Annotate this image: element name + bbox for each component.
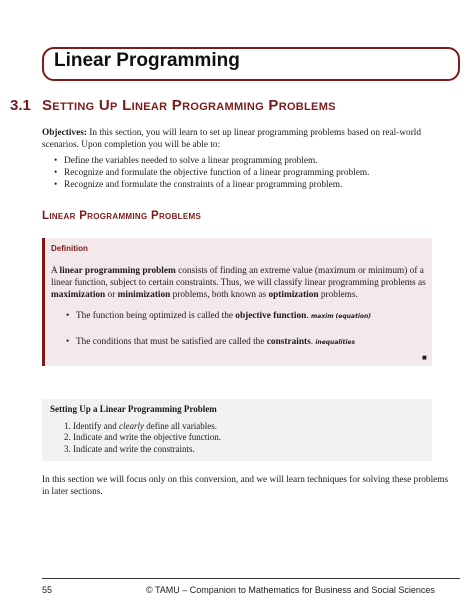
list-item <box>66 310 426 323</box>
steps-title: Setting Up a Linear Programming Problem <box>50 404 217 414</box>
text-run: Identify and <box>73 421 119 431</box>
step-number: 1. <box>64 421 71 431</box>
chapter-title: Linear Programming <box>54 50 240 71</box>
text-run: The conditions that must be satisfied are called the <box>76 337 267 347</box>
step-number: 2. <box>64 432 71 443</box>
list-item: • Define the variables needed to solve a linear programming problem. <box>54 155 454 167</box>
objectives-text: In this section, you will learn to set up linear programming problems based on real-world scenarios. Upon completion you will be able to: <box>42 128 422 150</box>
footer-rule <box>42 578 460 579</box>
list-item: • Recognize and formulate the constraints of a linear programming problem. <box>54 179 454 191</box>
text-run: A <box>51 266 60 276</box>
handwritten-note: inequalities <box>315 339 356 346</box>
term-minimization: minimization <box>117 290 171 300</box>
text-run: The function being optimized is called the <box>76 311 236 321</box>
objectives-label: Objectives: <box>42 128 87 138</box>
section-title: Setting Up Linear Programming Problems <box>42 97 336 114</box>
list-item <box>64 444 424 455</box>
text-run: Indicate and write the objective function. <box>73 432 221 443</box>
text-run: or <box>105 290 118 300</box>
emphasis: clearly <box>118 421 144 431</box>
closing-paragraph: In this section we will focus only on this conversion, and we will learn techniques for solving these problems in later sections. <box>42 475 449 497</box>
steps-list <box>64 421 424 455</box>
term-maximization: maximization <box>51 290 106 300</box>
list-item: • Recognize and formulate the objective function of a linear programming problem. <box>54 167 454 179</box>
section-number: 3.1 <box>10 97 31 114</box>
term-objective-function: objective function <box>235 311 307 321</box>
term-linear-programming-problem: linear programming problem <box>59 266 176 276</box>
text-run: . <box>310 337 314 347</box>
text-run: . <box>306 311 309 321</box>
list-item <box>66 336 426 349</box>
objectives-paragraph <box>42 127 460 151</box>
definition-label: Definition <box>51 244 88 253</box>
list-item <box>64 421 424 432</box>
text-run: problems. <box>318 290 358 300</box>
list-item <box>64 432 424 443</box>
term-constraints: constraints <box>266 337 311 347</box>
step-number: 3. <box>64 443 71 454</box>
text-run: consists of finding an extreme value (maximum or minimum) of a linear function, subject to certain constraints. Thus, we will classify linear programming problems as <box>51 266 426 288</box>
definition-list <box>66 310 426 362</box>
text-run: Indicate and write the constraints. <box>73 443 195 454</box>
objectives-list <box>54 155 454 191</box>
text-run: define all variables. <box>143 421 217 431</box>
page-number: 55 <box>42 585 53 595</box>
handwritten-note: maxim (equation) <box>310 313 372 320</box>
text-run: problems, both known as <box>170 290 269 300</box>
end-of-definition-mark: ■ <box>422 353 427 362</box>
footer-text: © TAMU – Companion to Mathematics for Business and Social Sciences <box>146 585 435 595</box>
subsection-title: Linear Programming Problems <box>42 210 202 222</box>
definition-text <box>51 265 427 301</box>
term-optimization: optimization <box>268 290 319 300</box>
